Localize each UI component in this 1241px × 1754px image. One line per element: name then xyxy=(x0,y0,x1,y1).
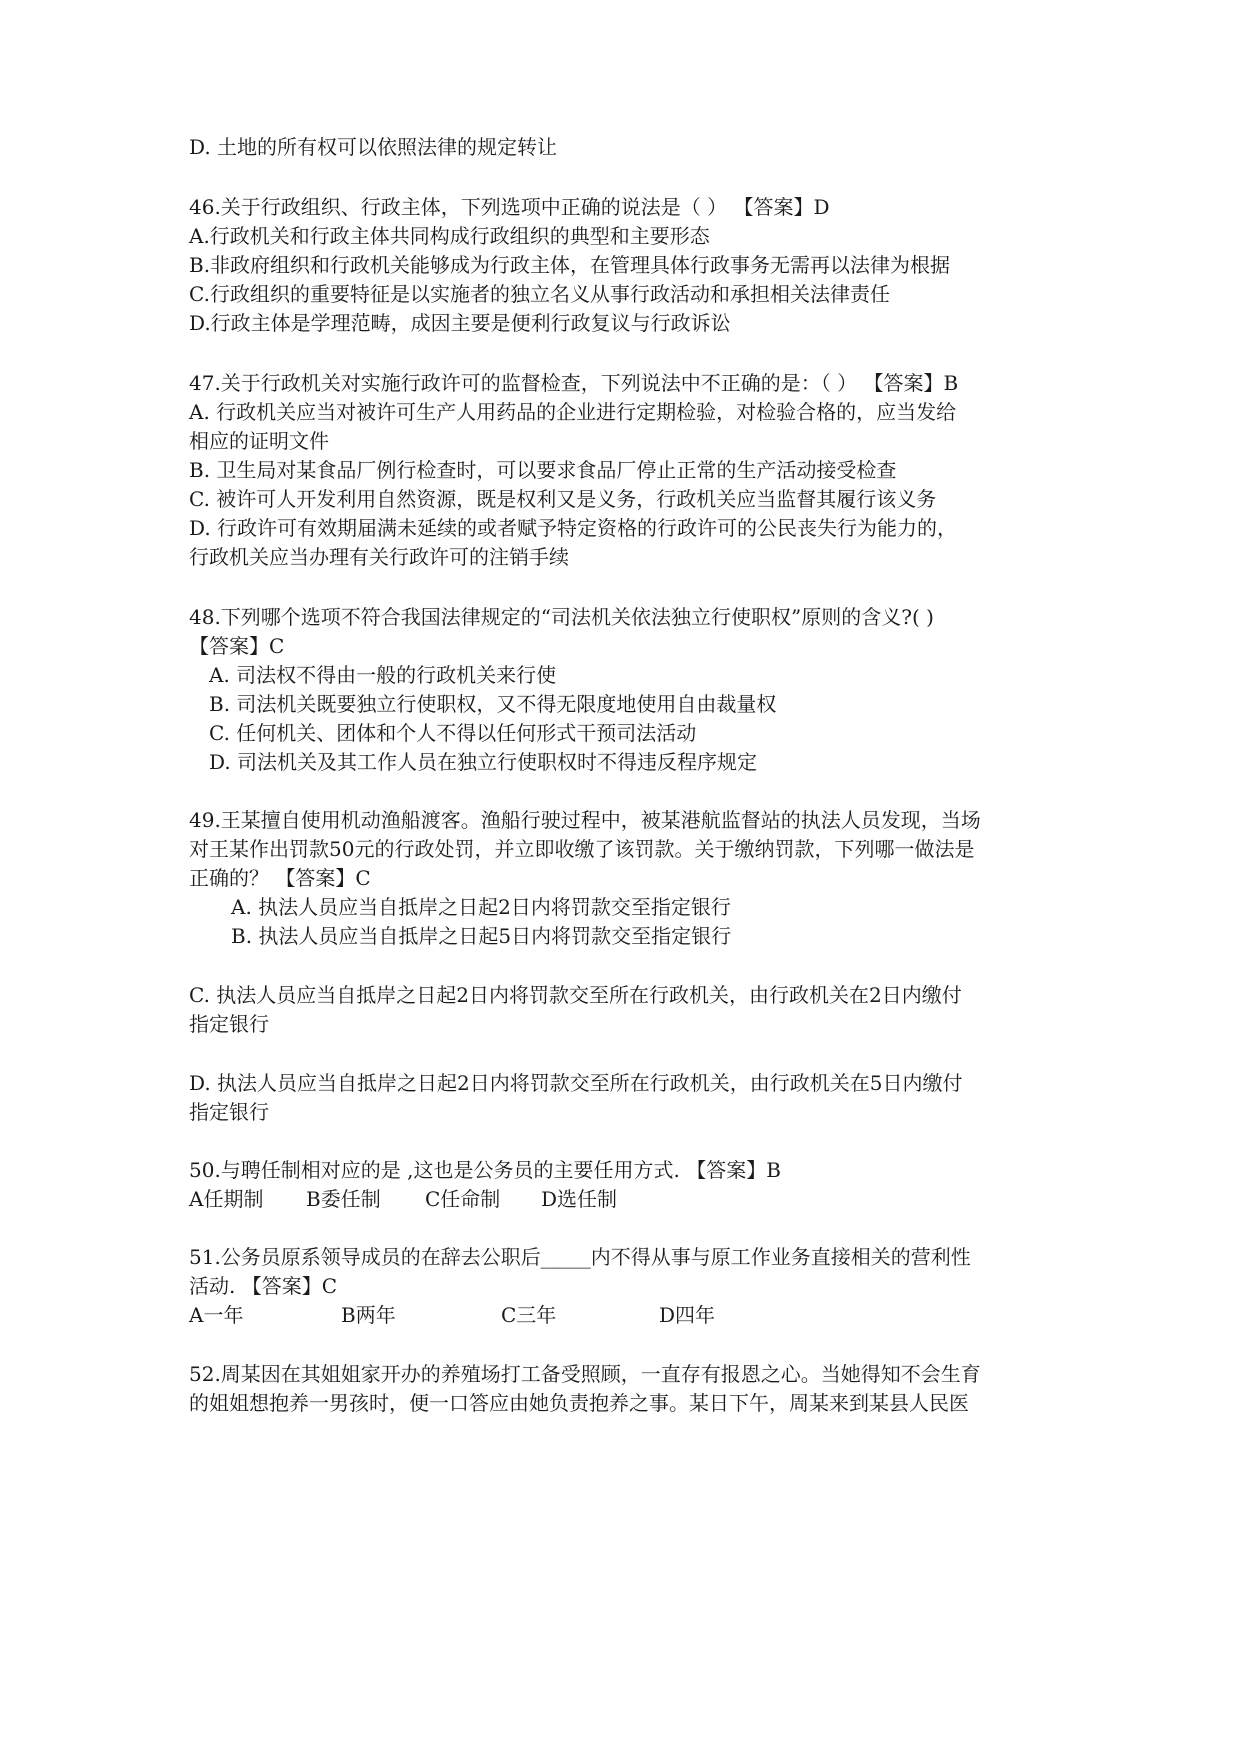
answer-line: 活动. 【答案】C xyxy=(189,1274,338,1298)
option-line: A. 行政机关应当对被许可生产人用药品的企业进行定期检验，对检验合格的，应当发给 xyxy=(189,400,957,424)
option-line: 指定银行 xyxy=(189,1100,269,1124)
options-row xyxy=(189,1301,715,1329)
option-a: A一年 xyxy=(189,1303,244,1327)
option-c: C三年 xyxy=(501,1303,557,1327)
option-b: B委任制 xyxy=(306,1187,381,1211)
option-line: 相应的证明文件 xyxy=(189,429,329,453)
option-d: D四年 xyxy=(659,1303,716,1327)
question-49: 49.王某擅自使用机动渔船渡客。渔船行驶过程中，被某港航监督站的执法人员发现，当场 xyxy=(189,808,981,832)
option-c: C任命制 xyxy=(425,1187,501,1211)
option-line: A. 司法权不得由一般的行政机关来行使 xyxy=(209,663,557,687)
option-line: D.行政主体是学理范畴，成因主要是便利行政复议与行政诉讼 xyxy=(189,311,731,335)
option-b: B两年 xyxy=(341,1303,396,1327)
option-line: B.非政府组织和行政机关能够成为行政主体，在管理具体行政事务无需再以法律为根据 xyxy=(189,253,951,277)
option-line: B. 执法人员应当自抵岸之日起5日内将罚款交至指定银行 xyxy=(231,924,732,948)
option-line: 指定银行 xyxy=(189,1012,269,1036)
option-line: C. 执法人员应当自抵岸之日起2日内将罚款交至所在行政机关，由行政机关在2日内缴付 xyxy=(189,983,962,1007)
option-line: 行政机关应当办理有关行政许可的注销手续 xyxy=(189,545,569,569)
option-a: A任期制 xyxy=(189,1187,264,1211)
option-line: C. 任何机关、团体和个人不得以任何形式干预司法活动 xyxy=(209,721,697,745)
question-52: 52.周某因在其姐姐家开办的养殖场打工备受照顾，一直存有报恩之心。当她得知不会生育 xyxy=(189,1362,981,1386)
question-50: 50.与聘任制相对应的是 ,这也是公务员的主要任用方式. 【答案】B xyxy=(189,1158,781,1182)
question-46: 46.关于行政组织、行政主体，下列选项中正确的说法是（ ） 【答案】D xyxy=(189,195,830,219)
option-line: A.行政机关和行政主体共同构成行政组织的典型和主要形态 xyxy=(189,224,710,248)
text-line: 的姐姐想抱养一男孩时，便一口答应由她负责抱养之事。某日下午，周某来到某县人民医 xyxy=(189,1391,969,1415)
text-line: 对王某作出罚款50元的行政处罚，并立即收缴了该罚款。关于缴纳罚款，下列哪一做法是 xyxy=(189,837,975,861)
options-row xyxy=(189,1185,617,1213)
option-line: B. 司法机关既要独立行使职权，又不得无限度地使用自由裁量权 xyxy=(209,692,777,716)
option-line: D. 行政许可有效期届满未延续的或者赋予特定资格的行政许可的公民丧失行为能力的， xyxy=(189,516,958,540)
question-47: 47.关于行政机关对实施行政许可的监督检查，下列说法中不正确的是：（ ） 【答案】B xyxy=(189,371,959,395)
option-line: D. 司法机关及其工作人员在独立行使职权时不得违反程序规定 xyxy=(209,750,758,774)
answer-line: 【答案】C xyxy=(189,634,285,658)
text-line: 正确的？ 【答案】C xyxy=(189,866,371,890)
option-line: A. 执法人员应当自抵岸之日起2日内将罚款交至指定银行 xyxy=(231,895,731,919)
option-line: C.行政组织的重要特征是以实施者的独立名义从事行政活动和承担相关法律责任 xyxy=(189,282,890,306)
option-line: C. 被许可人开发利用自然资源，既是权利又是义务，行政机关应当监督其履行该义务 xyxy=(189,487,937,511)
question-51: 51.公务员原系领导成员的在辞去公职后_____内不得从事与原工作业务直接相关的营利性 xyxy=(189,1245,971,1269)
option-line: D. 执法人员应当自抵岸之日起2日内将罚款交至所在行政机关，由行政机关在5日内缴付 xyxy=(189,1071,963,1095)
option-d: D选任制 xyxy=(541,1187,618,1211)
option-line: B. 卫生局对某食品厂例行检查时，可以要求食品厂停止正常的生产活动接受检查 xyxy=(189,458,897,482)
text-line: D. 土地的所有权可以依照法律的规定转让 xyxy=(189,135,558,159)
question-48: 48.下列哪个选项不符合我国法律规定的“司法机关依法独立行使职权”原则的含义?( ) xyxy=(189,605,934,629)
